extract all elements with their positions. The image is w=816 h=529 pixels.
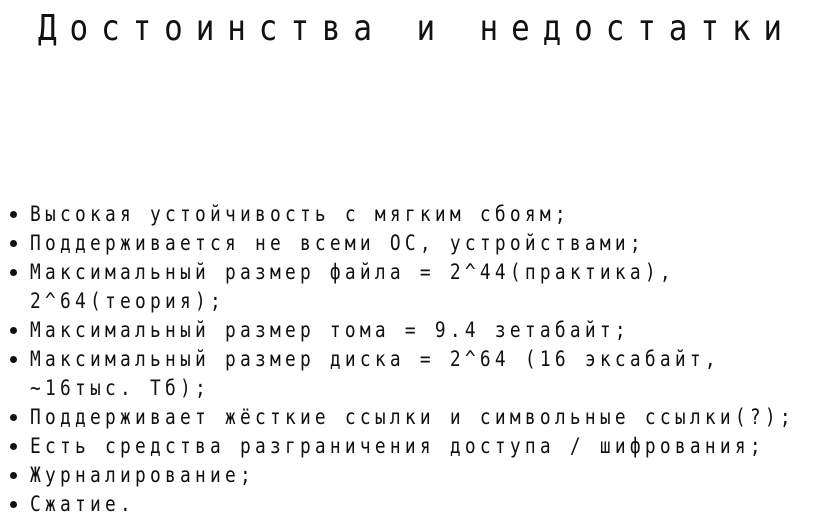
slide-title: Достоинства и недостатки: [38, 8, 795, 49]
bullet-dot-icon: [10, 443, 17, 450]
bullet-text: Высокая устойчивость с мягким сбоям;: [30, 202, 570, 226]
bullet-dot-icon: [10, 472, 17, 479]
bullet-dot-icon: [10, 356, 17, 363]
bullet-dot-icon: [10, 269, 17, 276]
bullet-item: [8, 403, 808, 432]
bullet-text: Сжатие.: [30, 492, 135, 516]
bullet-dot-icon: [10, 501, 17, 508]
bullet-item: [8, 200, 808, 229]
bullet-text: Максимальный размер файла = 2^44(практика),: [30, 260, 675, 284]
bullet-text-continuation: 2^64(теория);: [30, 289, 225, 313]
bullet-dot-icon: [10, 414, 17, 421]
bullet-item: [8, 258, 808, 316]
bullet-dot-icon: [10, 240, 17, 247]
bullet-text: Максимальный размер диска = 2^64 (16 эксабайт,: [30, 347, 720, 371]
bullet-list: [8, 200, 808, 519]
bullet-dot-icon: [10, 327, 17, 334]
bullet-item: [8, 316, 808, 345]
bullet-text: Поддерживает жёсткие ссылки и символьные ссылки(?);: [30, 405, 795, 429]
bullet-item: [8, 345, 808, 403]
bullet-dot-icon: [10, 211, 17, 218]
bullet-text: Поддерживается не всеми ОС, устройствами;: [30, 231, 645, 255]
bullet-text: Есть средства разграничения доступа / шифрования;: [30, 434, 765, 458]
bullet-text-continuation: ~16тыс. Тб);: [30, 376, 210, 400]
bullet-item: [8, 432, 808, 461]
bullet-item: [8, 229, 808, 258]
bullet-item: [8, 490, 808, 519]
bullet-text: Журналирование;: [30, 463, 255, 487]
bullet-item: [8, 461, 808, 490]
bullet-text: Максимальный размер тома = 9.4 зетабайт;: [30, 318, 630, 342]
